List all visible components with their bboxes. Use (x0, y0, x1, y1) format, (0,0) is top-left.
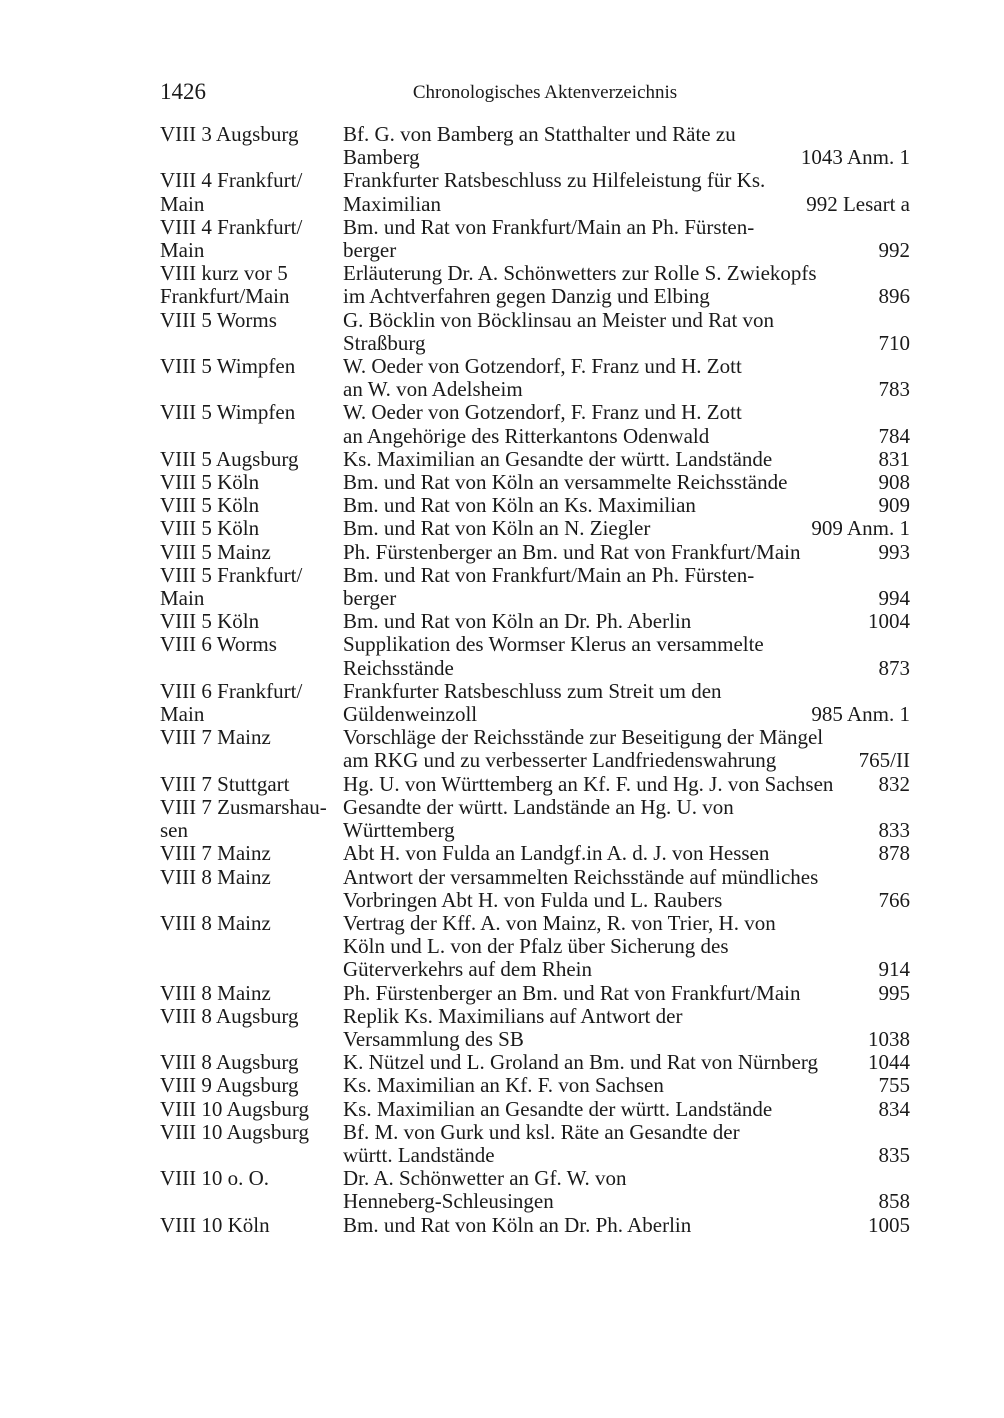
entry-date-line: VIII 10 Augsburg (160, 1096, 309, 1121)
entry-description-line: Straßburg (343, 330, 426, 355)
entry-description-line: württ. Landstände (343, 1142, 495, 1167)
entry-row (160, 169, 910, 215)
entry-reference-number: 784 (878, 423, 910, 448)
entry-date-line: VIII 5 Köln (160, 609, 260, 634)
entry-description-line: Versammlung des SB (343, 1026, 524, 1051)
entry-description-line: im Achtverfahren gegen Danzig und Elbing (343, 284, 710, 309)
entry-description-line: Ks. Maximilian an Gesandte der württ. Landstände (343, 1096, 773, 1121)
entry-description-last-line (343, 471, 910, 494)
entry-date-line: VIII 6 Frankfurt/ (160, 678, 303, 703)
entry-reference-number: 985 Anm. 1 (811, 702, 910, 727)
entry-date (160, 517, 343, 540)
entry-date-line: VIII 5 Köln (160, 516, 260, 541)
entry-reference-number: 908 (878, 470, 910, 495)
entry-description-last-line (343, 146, 910, 169)
entry-description-line: Hg. U. von Württemberg an Kf. F. und Hg. J. von Sachsen (343, 771, 834, 796)
entry-date (160, 1214, 343, 1237)
entry-description-line: Bm. und Rat von Frankfurt/Main an Ph. Fürsten- (343, 214, 755, 239)
entry-date (160, 610, 343, 633)
entry-row (160, 1167, 910, 1213)
entry-description-last-line (343, 773, 910, 796)
entry-reference-number: 909 Anm. 1 (811, 516, 910, 541)
entry-description-last-line (343, 425, 910, 448)
entry-date-line: VIII 10 Köln (160, 1212, 270, 1237)
entry-description (343, 912, 910, 982)
entry-description (343, 262, 910, 308)
entry-description (343, 1121, 910, 1167)
entry-description-line: Bm. und Rat von Köln an Dr. Ph. Aberlin (343, 609, 692, 634)
entry-date (160, 726, 343, 749)
entry-reference-number: 833 (878, 818, 910, 843)
entry-description (343, 564, 910, 610)
entry-row (160, 123, 910, 169)
entry-row (160, 216, 910, 262)
entry-date-line: VIII 8 Mainz (160, 910, 271, 935)
entry-description-line: Frankfurter Ratsbeschluss zum Streit um den (343, 678, 722, 703)
running-title: Chronologisches Aktenverzeichnis (412, 82, 678, 103)
entry-description (343, 494, 910, 517)
entry-row (160, 401, 910, 447)
entry-row (160, 1214, 910, 1237)
entry-description-last-line (343, 1098, 910, 1121)
entry-date (160, 471, 343, 494)
page-header (160, 78, 910, 106)
entry-description-line: Abt H. von Fulda an Landgf.in A. d. J. von Hessen (343, 841, 770, 866)
entry-date-line: VIII 5 Frankfurt/ (160, 562, 303, 587)
entry-description-line: Frankfurter Ratsbeschluss zu Hilfeleistung für Ks. (343, 168, 766, 193)
entry-description-line: Güldenweinzoll (343, 702, 478, 727)
entry-date-line: VIII 5 Köln (160, 493, 260, 518)
entry-date-line: VIII 5 Mainz (160, 539, 271, 564)
entry-description (343, 471, 910, 494)
entry-description-line: W. Oeder von Gotzendorf, F. Franz und H. Zott (343, 400, 742, 425)
entry-date-line: VIII kurz vor 5 (160, 261, 288, 286)
entry-row (160, 564, 910, 610)
entry-description (343, 633, 910, 679)
entry-date (160, 773, 343, 796)
entry-date-line: VIII 7 Zusmarshau- (160, 794, 327, 819)
entry-description-line: Vorbringen Abt H. von Fulda und L. Raubers (343, 887, 723, 912)
entry-description-line: an W. von Adelsheim (343, 377, 523, 402)
entry-date-line: VIII 5 Wimpfen (160, 400, 296, 425)
entry-description (343, 680, 910, 726)
entry-date-line: VIII 7 Mainz (160, 841, 271, 866)
entry-row (160, 866, 910, 912)
entry-description (343, 1167, 910, 1213)
entry-row (160, 1121, 910, 1167)
entry-date (160, 541, 343, 564)
entry-reference-number: 1005 (868, 1212, 910, 1237)
entry-reference-number: 783 (878, 377, 910, 402)
entry-description-line: Replik Ks. Maximilians auf Antwort der (343, 1003, 683, 1028)
entry-description-line: berger (343, 586, 397, 611)
entry-date (160, 1098, 343, 1121)
entry-description-last-line (343, 1214, 910, 1237)
entry-date (160, 355, 343, 378)
entry-date-line: VIII 6 Worms (160, 632, 277, 657)
entry-description-last-line (343, 889, 910, 912)
entry-date-line: Main (160, 586, 205, 611)
entry-row (160, 541, 910, 564)
entry-date-line: VIII 5 Köln (160, 470, 260, 495)
entry-reference-number: 755 (878, 1073, 910, 1098)
entry-date-line: Main (160, 191, 205, 216)
entry-description-line: Dr. A. Schönwetter an Gf. W. von (343, 1166, 627, 1191)
entry-description-last-line (343, 1190, 910, 1213)
entry-description-line: Bm. und Rat von Köln an Ks. Maximilian (343, 493, 696, 518)
entry-reference-number: 1038 (868, 1026, 910, 1051)
entry-row (160, 633, 910, 679)
entry-description-line: Ks. Maximilian an Kf. F. von Sachsen (343, 1073, 664, 1098)
entry-reference-number: 995 (878, 980, 910, 1005)
entry-row (160, 1051, 910, 1074)
entry-description-last-line (343, 749, 910, 772)
entry-date-line: VIII 7 Stuttgart (160, 771, 290, 796)
entry-description-line: Ph. Fürstenberger an Bm. und Rat von Frankfurt/Main (343, 539, 801, 564)
entry-reference-number: 878 (878, 841, 910, 866)
entry-description (343, 1214, 910, 1237)
entry-description (343, 216, 910, 262)
entry-date (160, 494, 343, 517)
entry-description (343, 401, 910, 447)
entry-description-last-line (343, 842, 910, 865)
entry-description-last-line (343, 958, 910, 981)
entry-date-line: sen (160, 818, 188, 843)
entry-row (160, 1098, 910, 1121)
entry-reference-number: 1043 Anm. 1 (800, 145, 910, 170)
entry-description (343, 355, 910, 401)
entry-description-last-line (343, 610, 910, 633)
entry-description-line: W. Oeder von Gotzendorf, F. Franz und H. Zott (343, 354, 742, 379)
entry-description-line: Güterverkehrs auf dem Rhein (343, 957, 592, 982)
entry-date-line: Main (160, 238, 205, 263)
entry-date (160, 309, 343, 332)
entry-description-line: Württemberg (343, 818, 455, 843)
entry-date (160, 564, 343, 610)
entry-date (160, 123, 343, 146)
entry-reference-number: 994 (878, 586, 910, 611)
entry-reference-number: 832 (878, 771, 910, 796)
entry-description-line: Bm. und Rat von Köln an versammelte Reichsstände (343, 470, 788, 495)
entry-date (160, 262, 343, 308)
entry-reference-number: 873 (878, 655, 910, 680)
entry-description (343, 773, 910, 796)
entry-description-line: berger (343, 238, 397, 263)
entry-description-line: Ks. Maximilian an Gesandte der württ. Landstände (343, 446, 773, 471)
entry-date (160, 982, 343, 1005)
entry-date (160, 1167, 343, 1190)
entry-description-last-line (343, 448, 910, 471)
entry-description-last-line (343, 657, 910, 680)
entry-date-line: VIII 8 Mainz (160, 864, 271, 889)
entry-description (343, 1005, 910, 1051)
entry-description-last-line (343, 1074, 910, 1097)
entry-description-line: Erläuterung Dr. A. Schönwetters zur Rolle S. Zwiekopfs (343, 261, 817, 286)
entry-description (343, 1098, 910, 1121)
entry-reference-number: 896 (878, 284, 910, 309)
entry-date-line: VIII 7 Mainz (160, 725, 271, 750)
entry-reference-number: 1004 (868, 609, 910, 634)
entry-date (160, 1121, 343, 1144)
entry-description-last-line (343, 982, 910, 1005)
entry-row (160, 796, 910, 842)
entry-description-line: am RKG und zu verbesserter Landfriedenswahrung (343, 748, 777, 773)
entry-row (160, 355, 910, 401)
chronological-entry-list (160, 123, 910, 1237)
entry-row (160, 494, 910, 517)
entry-reference-number: 710 (878, 330, 910, 355)
entry-row (160, 773, 910, 796)
entry-date-line: VIII 5 Augsburg (160, 446, 299, 471)
entry-date-line: VIII 4 Frankfurt/ (160, 214, 303, 239)
entry-description (343, 517, 910, 540)
entry-description-line: Maximilian (343, 191, 441, 216)
entry-description (343, 309, 910, 355)
entry-row (160, 262, 910, 308)
entry-date (160, 866, 343, 889)
entry-description-line: Bf. G. von Bamberg an Statthalter und Räte zu (343, 122, 736, 146)
entry-date-line: VIII 5 Worms (160, 307, 277, 332)
entry-description-line: Gesandte der württ. Landstände an Hg. U. von (343, 794, 734, 819)
entry-row (160, 1005, 910, 1051)
entry-description-last-line (343, 285, 910, 308)
entry-description (343, 169, 910, 215)
entry-description (343, 1074, 910, 1097)
entry-date-line: VIII 10 o. O. (160, 1166, 270, 1191)
entry-reference-number: 765/II (858, 748, 910, 773)
entry-description-last-line (343, 332, 910, 355)
entry-reference-number: 992 (878, 238, 910, 263)
entry-row (160, 309, 910, 355)
entry-description-last-line (343, 239, 910, 262)
entry-description-last-line (343, 1144, 910, 1167)
entry-description-line: Köln und L. von der Pfalz über Sicherung des (343, 934, 729, 959)
entry-description-line: Reichsstände (343, 655, 454, 680)
entry-description-line: Henneberg-Schleusingen (343, 1189, 554, 1214)
entry-reference-number: 766 (878, 887, 910, 912)
entry-description-last-line (343, 1051, 910, 1074)
entry-description (343, 448, 910, 471)
entry-description-last-line (343, 541, 910, 564)
entry-date-line: VIII 10 Augsburg (160, 1119, 309, 1144)
entry-row (160, 517, 910, 540)
entry-date (160, 1074, 343, 1097)
entry-row (160, 726, 910, 772)
entry-reference-number: 914 (878, 957, 910, 982)
entry-date (160, 912, 343, 935)
entry-reference-number: 831 (878, 446, 910, 471)
entry-reference-number: 858 (878, 1189, 910, 1214)
entry-date-line: VIII 8 Augsburg (160, 1003, 299, 1028)
entry-row (160, 471, 910, 494)
entry-date (160, 216, 343, 262)
entry-description-last-line (343, 517, 910, 540)
entry-description-line: Vorschläge der Reichsstände zur Beseitigung der Mängel (343, 725, 824, 750)
entry-description-last-line (343, 1028, 910, 1051)
entry-description (343, 541, 910, 564)
entry-date (160, 169, 343, 215)
entry-row (160, 448, 910, 471)
entry-description-line: Bm. und Rat von Köln an N. Ziegler (343, 516, 651, 541)
entry-description-last-line (343, 378, 910, 401)
page-number: 1426 (160, 79, 206, 104)
entry-description-line: Supplikation des Wormser Klerus an versammelte (343, 632, 764, 657)
entry-description (343, 123, 910, 169)
entry-date-line: VIII 8 Augsburg (160, 1050, 299, 1075)
entry-description-line: Bamberg (343, 145, 420, 170)
entry-description (343, 610, 910, 633)
entry-description-line: Bm. und Rat von Frankfurt/Main an Ph. Fürsten- (343, 562, 755, 587)
entry-reference-number: 835 (878, 1142, 910, 1167)
entry-description (343, 726, 910, 772)
entry-date-line: VIII 4 Frankfurt/ (160, 168, 303, 193)
entry-row (160, 982, 910, 1005)
entry-description-last-line (343, 703, 910, 726)
entry-description-line: Vertrag der Kff. A. von Mainz, R. von Trier, H. von (343, 910, 776, 935)
entry-date (160, 842, 343, 865)
entry-description-line: Antwort der versammelten Reichsstände auf mündliches (343, 864, 819, 889)
entry-date-line: Main (160, 702, 205, 727)
entry-description (343, 842, 910, 865)
entry-description (343, 1051, 910, 1074)
entry-description (343, 982, 910, 1005)
entry-date (160, 1005, 343, 1028)
entry-date-line: VIII 9 Augsburg (160, 1073, 299, 1098)
entry-date (160, 633, 343, 656)
entry-description (343, 796, 910, 842)
entry-description-line: an Angehörige des Ritterkantons Odenwald (343, 423, 710, 448)
entry-reference-number: 993 (878, 539, 910, 564)
entry-description-line: Bf. M. von Gurk und ksl. Räte an Gesandte der (343, 1119, 740, 1144)
entry-date (160, 448, 343, 471)
entry-description-line: G. Böcklin von Böcklinsau an Meister und Rat von (343, 307, 775, 332)
entry-description-last-line (343, 494, 910, 517)
entry-row (160, 842, 910, 865)
entry-date (160, 1051, 343, 1074)
entry-date (160, 796, 343, 842)
entry-reference-number: 909 (878, 493, 910, 518)
entry-date-line: VIII 3 Augsburg (160, 122, 299, 146)
entry-row (160, 680, 910, 726)
entry-description-line: Bm. und Rat von Köln an Dr. Ph. Aberlin (343, 1212, 692, 1237)
entry-description-last-line (343, 819, 910, 842)
entry-date-line: Frankfurt/Main (160, 284, 290, 309)
entry-row (160, 1074, 910, 1097)
entry-reference-number: 1044 (868, 1050, 910, 1075)
entry-reference-number: 992 Lesart a (806, 191, 910, 216)
entry-date (160, 680, 343, 726)
entry-row (160, 610, 910, 633)
entry-description-last-line (343, 587, 910, 610)
entry-description-last-line (343, 193, 910, 216)
entry-description-line: Ph. Fürstenberger an Bm. und Rat von Frankfurt/Main (343, 980, 801, 1005)
entry-row (160, 912, 910, 982)
entry-date-line: VIII 5 Wimpfen (160, 354, 296, 379)
entry-description-line: K. Nützel und L. Groland an Bm. und Rat von Nürnberg (343, 1050, 818, 1075)
entry-reference-number: 834 (878, 1096, 910, 1121)
entry-description (343, 866, 910, 912)
entry-date (160, 401, 343, 424)
entry-date-line: VIII 8 Mainz (160, 980, 271, 1005)
